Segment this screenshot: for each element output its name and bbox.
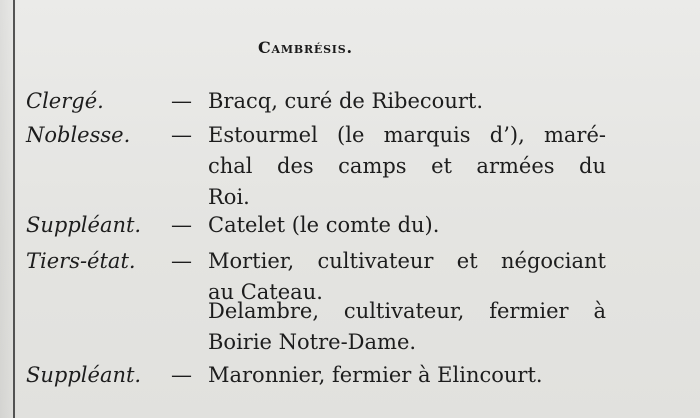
entry-noblesse — [26, 120, 626, 213]
entry-clerge — [26, 86, 626, 117]
entry-line: Roi. — [208, 185, 250, 209]
entry-dash: — — [171, 363, 192, 387]
entry-line: Maronnier, fermier à Elincourt. — [208, 363, 543, 387]
entry-line: au Cateau. — [208, 280, 323, 304]
entry-label: Clergé. — [26, 89, 104, 113]
entry-tiers-etat-continuation — [208, 296, 606, 358]
entry-label: Tiers-état. — [26, 249, 136, 273]
entry-label: Suppléant. — [26, 213, 142, 237]
entry-text — [208, 86, 606, 117]
entry-label: Noblesse. — [26, 123, 131, 147]
entry-line: chal des camps et armées du — [208, 154, 606, 178]
entry-line: Catelet (le comte du). — [208, 213, 440, 237]
entry-dash: — — [171, 123, 192, 147]
entry-label: Suppléant. — [26, 363, 142, 387]
binding-edge-line — [13, 0, 15, 418]
entry-text — [208, 210, 606, 241]
entry-line: Estourmel (le marquis d’), maré- — [208, 123, 606, 147]
entry-text — [208, 360, 606, 391]
entry-dash: — — [171, 249, 192, 273]
entry-line: Delambre, cultivateur, fermier à — [208, 299, 606, 323]
entry-dash: — — [171, 213, 192, 237]
entry-text — [208, 120, 606, 213]
entry-suppleant-2 — [26, 360, 626, 391]
entry-line: Boirie Notre-Dame. — [208, 330, 417, 354]
show-through-decoration — [300, 6, 390, 24]
entry-line: Bracq, curé de Ribecourt. — [208, 89, 483, 113]
entry-dash: — — [171, 89, 192, 113]
section-heading: Cambrésis. — [258, 38, 353, 57]
entry-suppleant-1 — [26, 210, 626, 241]
entry-line: Mortier, cultivateur et négociant — [208, 249, 606, 273]
